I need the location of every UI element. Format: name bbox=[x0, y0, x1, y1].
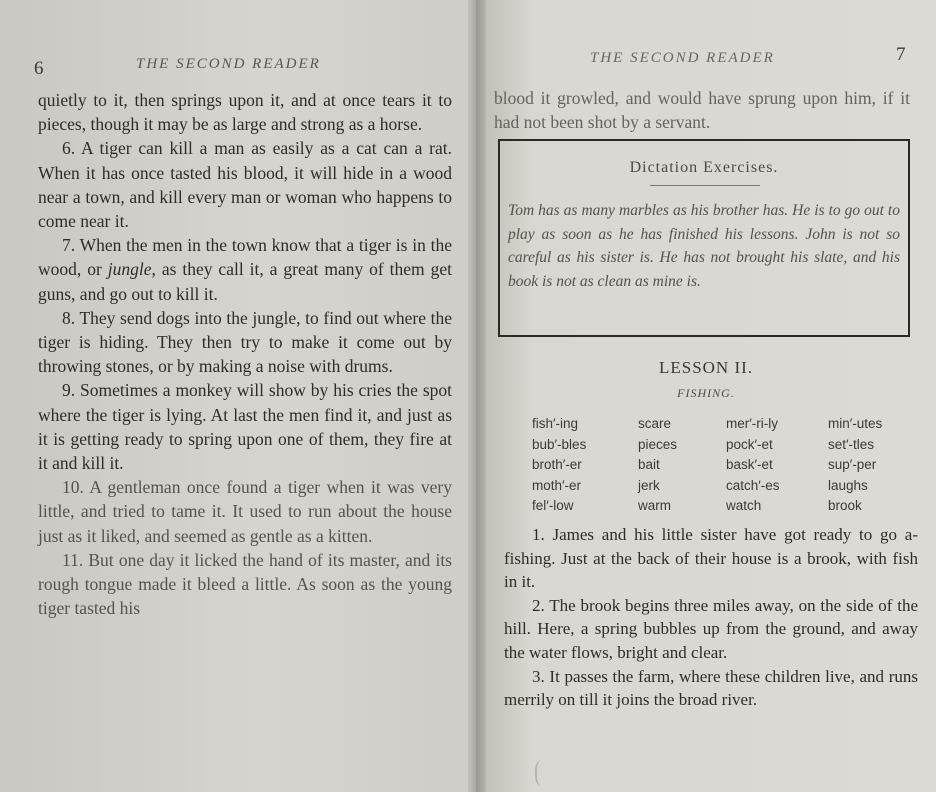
paragraph: 3. It passes the farm, where these children live, and runs merrily on till it joins the broad river. bbox=[504, 666, 918, 710]
spelling-word: sup′-per bbox=[828, 457, 877, 473]
spelling-word: pieces bbox=[638, 436, 678, 452]
book-gutter bbox=[468, 0, 486, 792]
spelling-word: moth′-er bbox=[532, 477, 582, 493]
paragraph-text: 7. When the men in the town know that a tiger is in the wood, or bbox=[38, 235, 452, 280]
spelling-word: broth′-er bbox=[532, 457, 582, 473]
paragraph: quietly to it, then springs upon it, and at once tears it to pieces, though it may be as large and strong as a horse. bbox=[38, 90, 452, 135]
spelling-word-list bbox=[532, 414, 912, 517]
spelling-word: warm bbox=[638, 498, 671, 514]
paragraph: 10. A gentleman once found a tiger when it was very little, and tried to tame it. It used to run about the house just as it liked, and seemed as gentle as a kitten. bbox=[38, 477, 452, 546]
left-body-text bbox=[38, 88, 452, 620]
paragraph: 8. They send dogs into the jungle, to find out where the tiger is hiding. They then try to make it come out by throwing stones, or by making a noise with drums. bbox=[38, 307, 452, 377]
lesson-title: LESSON II. bbox=[658, 358, 754, 377]
spelling-word: bait bbox=[638, 457, 660, 473]
paragraph: 11. But one day it licked the hand of its master, and its rough tongue made it bleed a little. As soon as the young tiger tasted his bbox=[38, 549, 452, 619]
paragraph: 1. James and his little sister have got ready to go a-fishing. Just at the back of their house is a brook, with fish in it. bbox=[504, 525, 918, 592]
spelling-word: watch bbox=[726, 498, 762, 514]
spelling-word: bask′-et bbox=[726, 457, 773, 473]
lesson-subtitle: FISHING. bbox=[677, 386, 735, 400]
paragraph: 6. A tiger can kill a man as easily as a cat can a rat. When it has once tasted his blood, it will hide in a wood near a town, and kill every man or woman who happens to come near it. bbox=[38, 138, 452, 232]
paragraph: 2. The brook begins three miles away, on the side of the hill. Here, a spring bubbles up from the ground, and away the water flows, bright and clear. bbox=[504, 595, 918, 662]
spelling-word: set′-tles bbox=[828, 436, 875, 452]
spelling-word: mer′-ri-ly bbox=[726, 416, 779, 431]
paragraph bbox=[38, 233, 452, 306]
spelling-word: brook bbox=[828, 498, 862, 514]
spelling-word: fish′-ing bbox=[532, 416, 579, 431]
right-continuation-text bbox=[494, 86, 910, 134]
dictation-title: Dictation Exercises. bbox=[629, 159, 779, 176]
spelling-word: scare bbox=[638, 416, 672, 431]
paragraph: 9. Sometimes a monkey will show by his cries the spot where the tiger is lying. At last the men find it, and just as it is getting ready to spring upon one of them, they fire at it and kill it. bbox=[38, 380, 452, 474]
spelling-word: laughs bbox=[828, 477, 868, 493]
paragraph: blood it growled, and would have sprung upon him, if it had not been shot by a servant. bbox=[494, 88, 910, 133]
right-page-number: 7 bbox=[896, 44, 906, 65]
spelling-word: pock′-et bbox=[726, 436, 773, 452]
right-page bbox=[476, 0, 936, 792]
spelling-word: bub′-bles bbox=[532, 436, 587, 452]
paper-stain bbox=[535, 760, 551, 786]
spelling-word: fel′-low bbox=[532, 498, 574, 514]
left-running-head: THE SECOND READER bbox=[136, 56, 321, 72]
spelling-word: min′-utes bbox=[828, 416, 883, 431]
dictation-text: Tom has as many marbles as his brother has. He is to go out to play as soon as he has finished his lessons. John is not so careful as his sister is. He has not brought his slate, and his book is not as clean as mine is. bbox=[508, 202, 900, 290]
lesson-body-text bbox=[504, 523, 918, 712]
left-page-number: 6 bbox=[34, 58, 44, 79]
dictation-box bbox=[498, 139, 910, 337]
right-running-head: THE SECOND READER bbox=[590, 50, 775, 66]
italic-word: jungle bbox=[107, 259, 152, 280]
divider bbox=[650, 185, 760, 186]
spelling-word: jerk bbox=[638, 477, 660, 493]
paragraph-text: , as they call it, a great many of them get guns, and go out to kill it. bbox=[38, 259, 453, 304]
spelling-word: catch′-es bbox=[726, 477, 780, 493]
